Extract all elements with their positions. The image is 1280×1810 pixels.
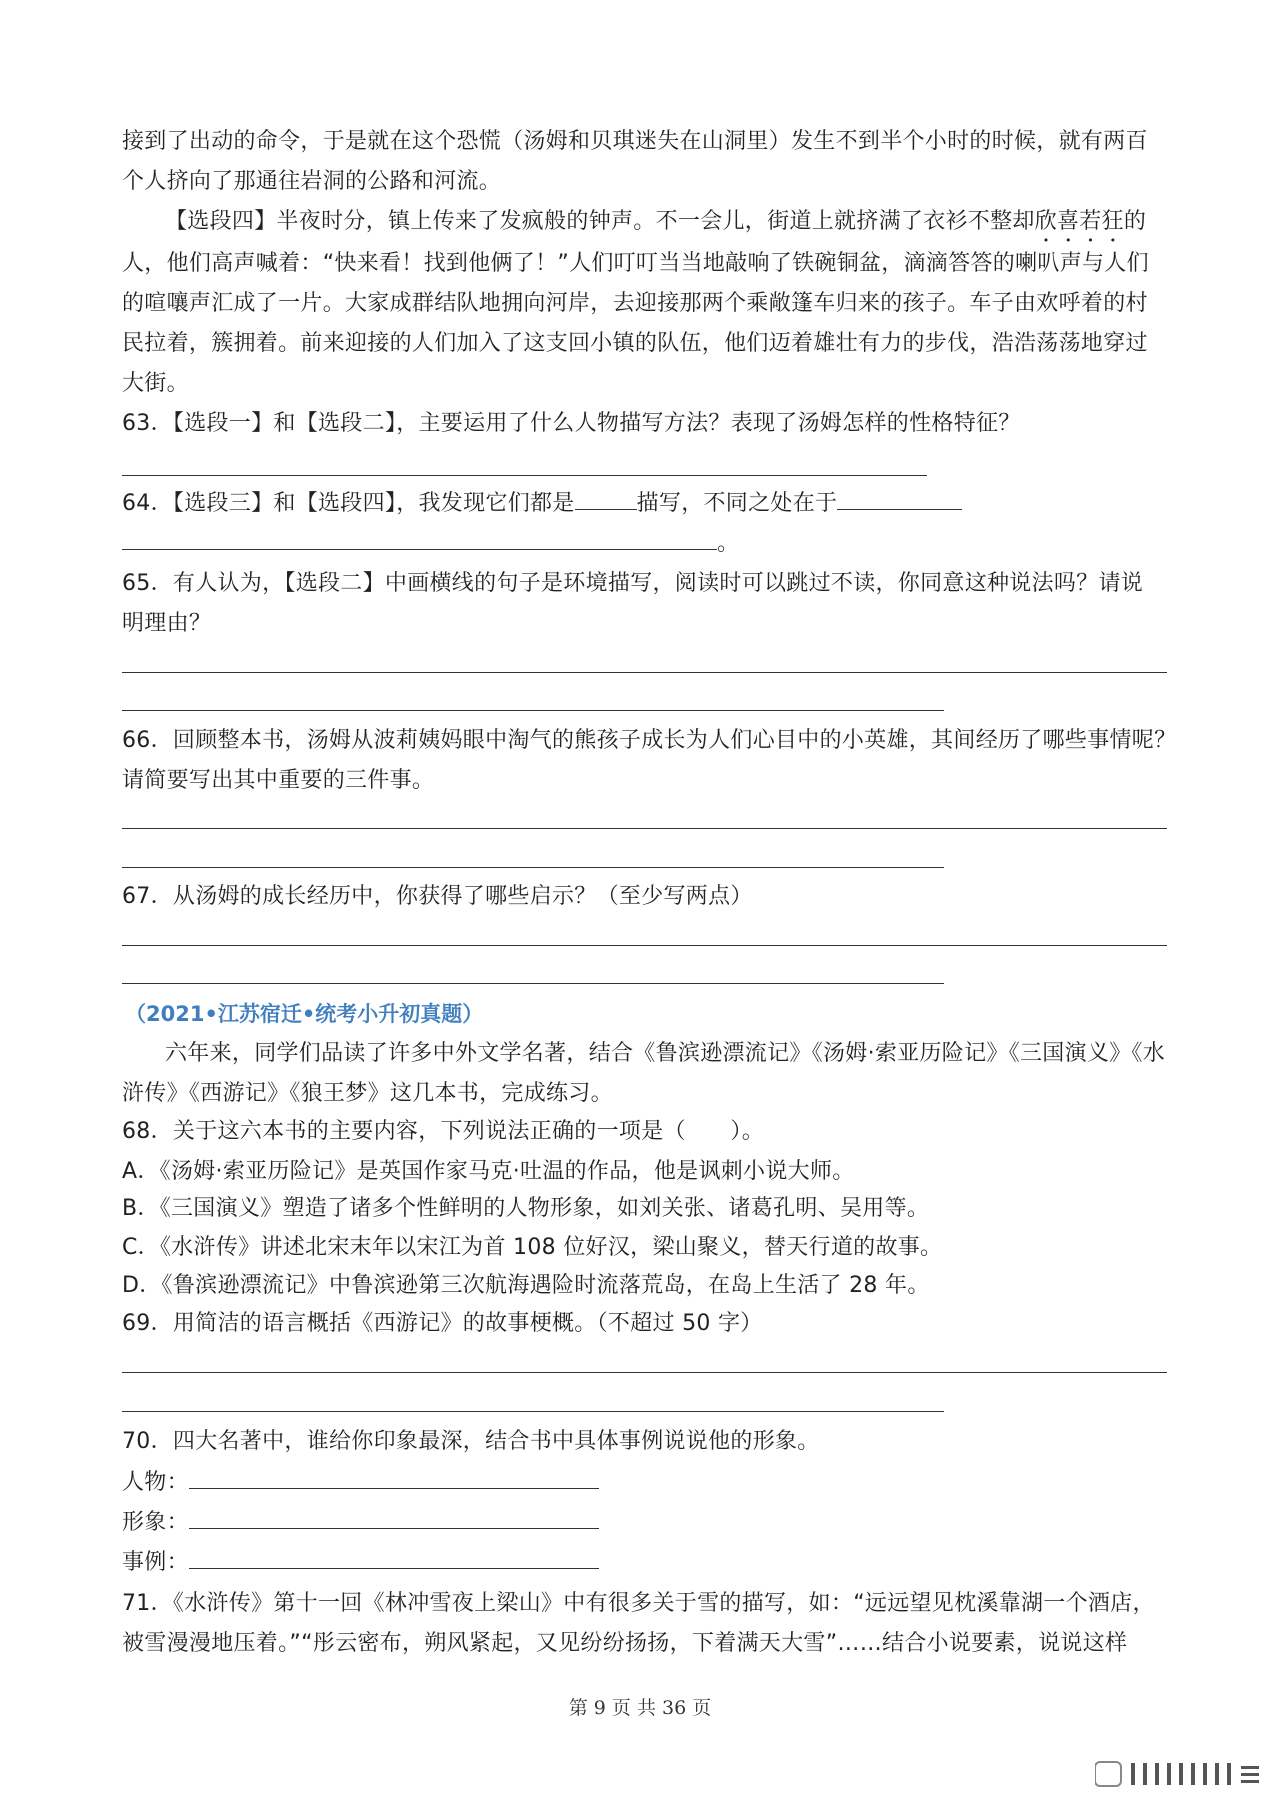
answer-blank[interactable] xyxy=(189,1468,599,1489)
question-70: 70．四大名著中，谁给你印象最深，结合书中具体事例说说他的形象。 xyxy=(122,1429,820,1454)
passage-line: 人，他们高声喊着：“快来看！找到他俩了！”人们叮叮当当地敲响了铁碗铜盆，滴滴答答的喇叭声与人们 xyxy=(122,251,1149,276)
passage-line xyxy=(165,203,1210,247)
question-text: 64．【选段三】和【选段四】，我发现它们都是 xyxy=(122,491,575,516)
passage-line: 接到了出动的命令，于是就在这个恐慌（汤姆和贝琪迷失在山洞里）发生不到半个小时的时候，就有两百 xyxy=(122,129,1148,154)
answer-blank[interactable] xyxy=(122,710,944,711)
question-67: 67．从汤姆的成长经历中，你获得了哪些启示？（至少写两点） xyxy=(122,884,753,909)
answer-blank[interactable] xyxy=(122,828,1167,829)
question-68: 68．关于这六本书的主要内容，下列说法正确的一项是（ ）。 xyxy=(122,1119,764,1144)
passage-line: 民拉着，簇拥着。前来迎接的人们加入了这支回小镇的队伍，他们迈着雄壮有力的步伐，浩浩荡荡地穿过 xyxy=(122,331,1148,356)
answer-example xyxy=(122,1544,1167,1582)
answer-blank[interactable] xyxy=(122,529,717,550)
passage-line: 大街。 xyxy=(122,371,189,396)
answer-blank[interactable] xyxy=(122,1372,1167,1373)
intro-line: 浒传》《西游记》《狼王梦》这几本书，完成练习。 xyxy=(122,1081,613,1106)
answer-blank[interactable] xyxy=(575,489,637,510)
question-71: 71．《水浒传》第十一回《林冲雪夜上梁山》中有很多关于雪的描写，如：“远远望见枕溪靠湖一个酒店， xyxy=(122,1591,1155,1616)
question-65: 65．有人认为，【选段二】中画横线的句子是环境描写，阅读时可以跳过不读，你同意这种说法吗？请说 xyxy=(122,571,1144,596)
passage-text: 【选段四】半夜时分，镇上传来了发疯般的钟声。不一会儿，街道上就挤满了衣衫不整却 xyxy=(165,209,1035,234)
question-text: 描写，不同之处在于 xyxy=(636,491,838,516)
answer-blank[interactable] xyxy=(189,1508,599,1529)
intro-line: 六年来，同学们品读了许多中外文学名著，结合《鲁滨逊漂流记》《汤姆·索亚历险记》《三国演义》《水 xyxy=(165,1041,1166,1066)
answer-blank[interactable] xyxy=(122,1411,944,1412)
field-label: 事例： xyxy=(122,1550,189,1575)
watermark-icon xyxy=(1095,1760,1260,1788)
answer-blank[interactable] xyxy=(837,489,962,510)
answer-blank[interactable] xyxy=(122,475,927,476)
section-source-tag: （2021•江苏宿迁•统考小升初真题） xyxy=(125,1002,484,1026)
answer-blank[interactable] xyxy=(189,1548,599,1569)
option-b: B．《三国演义》塑造了诸多个性鲜明的人物形象，如刘关张、诸葛孔明、吴用等。 xyxy=(122,1196,930,1221)
passage-line: 的喧嚷声汇成了一片。大家成群结队地拥向河岸，去迎接那两个乘敞篷车归来的孩子。车子由欢呼着的村 xyxy=(122,291,1148,316)
answer-person xyxy=(122,1464,1167,1502)
question-71-line2: 被雪漫漫地压着。”“彤云密布，朔风紧起，又见纷纷扬扬，下着满天大雪”……结合小说要素，说说这样 xyxy=(122,1631,1128,1656)
field-label: 形象： xyxy=(122,1510,189,1535)
answer-blank[interactable] xyxy=(122,983,944,984)
question-66-line2: 请简要写出其中重要的三件事。 xyxy=(122,768,435,793)
question-66: 66．回顾整本书，汤姆从波莉姨妈眼中淘气的熊孩子成长为人们心目中的小英雄，其间经历了哪些事情呢？ xyxy=(122,728,1177,753)
passage-line: 个人挤向了那通往岩洞的公路和河流。 xyxy=(122,169,502,194)
question-text: 。 xyxy=(717,531,740,556)
answer-blank[interactable] xyxy=(122,945,1167,946)
answer-blank[interactable] xyxy=(122,867,944,868)
question-65-line2: 明理由？ xyxy=(122,611,212,636)
field-label: 人物： xyxy=(122,1470,189,1495)
question-64-continued xyxy=(122,525,1167,563)
page-footer: 第 9 页 共 36 页 xyxy=(568,1697,712,1719)
question-69: 69．用简洁的语言概括《西游记》的故事梗概。（不超过 50 字） xyxy=(122,1311,763,1336)
question-64 xyxy=(122,485,1167,523)
question-63: 63．【选段一】和【选段二】，主要运用了什么人物描写方法？表现了汤姆怎样的性格特征？ xyxy=(122,411,1021,436)
option-c: C．《水浒传》讲述北宋末年以宋江为首 108 位好汉，梁山聚义，替天行道的故事。 xyxy=(122,1235,943,1260)
emphasized-text: 欣喜若狂 xyxy=(1034,209,1124,234)
option-a: A．《汤姆·索亚历险记》是英国作家马克·吐温的作品，他是讽刺小说大师。 xyxy=(122,1159,855,1184)
answer-blank[interactable] xyxy=(122,672,1167,673)
answer-image xyxy=(122,1504,1167,1542)
passage-text: 的 xyxy=(1123,209,1147,234)
option-d: D．《鲁滨逊漂流记》中鲁滨逊第三次航海遇险时流落荒岛，在岛上生活了 28 年。 xyxy=(122,1273,930,1298)
